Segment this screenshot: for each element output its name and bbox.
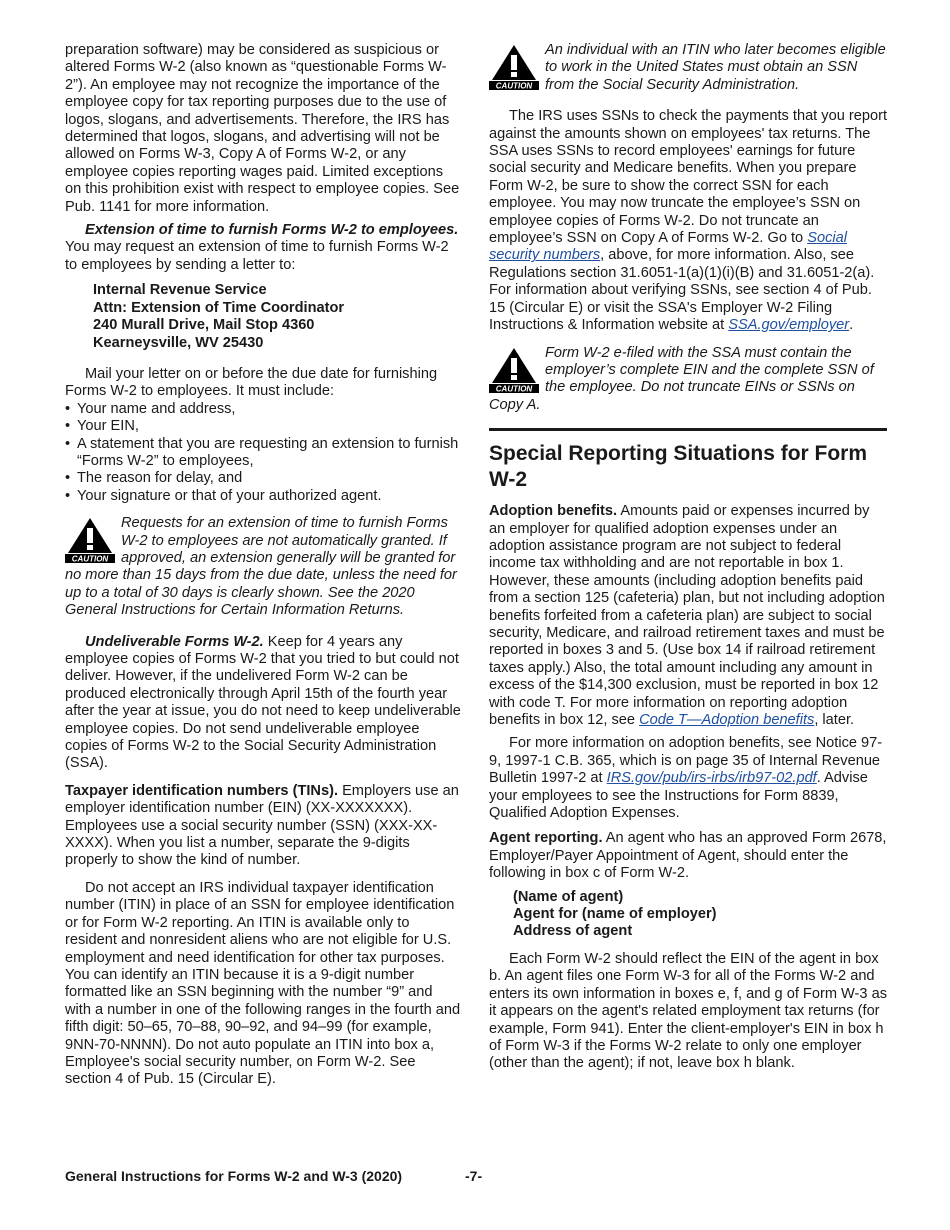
page-number: -7- [465,1168,483,1184]
link-ssa-employer[interactable]: SSA.gov/employer [728,317,850,334]
link-irb97-02[interactable]: IRS.gov/pub/irs-irbs/irb97-02.pdf [606,770,817,787]
right-column [489,42,887,1079]
section-heading: Special Reporting Situations for Form W-2 [489,442,868,492]
caution-label: CAUTION [495,384,533,393]
caution-extension: CAUTION Requests for an extension of time to furnish Forms W-2 to employees are not automatically granted. If approved, an extension generally will be granted for no more than 15 days from the due date, unless the need for up to a total of 30 days is clearly shown. See the 2020 General Instructions for Certain Information Returns. [65,515,457,619]
paragraph-undeliverable: Undeliverable Forms W-2. Keep for 4 years any employee copies of Forms W-2 that you tried to but could not deliver. However, if the undelivered Form W-2 can be produced electronically through April 15th of the fourth year after the year at issue, you do not need to keep undeliverable employee copies. Do not send undeliverable employee copies of Forms W-2 to the Social Security Administration (SSA). [65,633,461,772]
section-divider [489,428,887,431]
address-line: 240 Murall Drive, Mail Stop 4360 [93,317,315,334]
agent-line: (Name of agent) [513,888,624,905]
list-item: • Your name and address, [65,401,461,418]
adoption-lead: Adoption benefits. [489,503,618,520]
paragraph-agent-reporting: Agent reporting. An agent who has an approved Form 2678, Employer/Payer Appointment of Agent, should enter the following in box c of Form W-2. [489,830,887,882]
tins-lead: Taxpayer identification numbers (TINs). [65,782,339,799]
caution-label: CAUTION [71,554,109,564]
paragraph-adoption-benefits: Adoption benefits. Amounts paid or expenses incurred by an employer for qualified adoption expenses under an adoption assistance program are not subject to federal income tax withholding and are not reportable in box 1. However, these amounts (including adoption benefits paid from a section 125 (cafeteria) plan, but not including adoption benefits forfeited from a cafeteria plan) are subject to social security, Medicare, and railroad retirement taxes and must be reported in boxes 3 and 5. (Use box 14 if railroad retirement taxes apply.) Also, the total amount including any amount in excess of the $14,300 exclusion, must be reported in box 12 with code T. For more information on reporting adoption benefits in box 12, see Code T—Adoption benefits, later. [489,503,885,728]
agent-lead: Agent reporting. [489,830,603,847]
address-line: Internal Revenue Service [93,282,267,299]
undeliverable-lead: Undeliverable Forms W-2. [85,633,264,650]
link-code-t[interactable]: Code T—Adoption benefits [639,712,815,728]
list-item: • Your signature or that of your authorized agent. [65,488,461,505]
address-line: Kearneysville, WV 25430 [93,334,264,351]
required-items-list [65,401,461,505]
paragraph-notice: For more information on adoption benefits, see Notice 97-9, 1997-1 C.B. 365, which is on page 35 of Internal Revenue Bulletin 1997-2 at IRS.gov/pub/irs-irbs/irb97-02.pdf. Advise your employees to see the Instructions for Form 8839, Qualified Adoption Expenses. [489,735,883,822]
paragraph-itin: Do not accept an IRS individual taxpayer identification number (ITIN) in place of an SSN for employee identification or for Form W-2 reporting. An ITIN is available only to resident and nonresident aliens who are not eligible for U.S. employment and need identification for other tax purposes. You can identify an ITIN because it is a 9-digit number formatted like an SSN beginning with the number “9” and with a number in one of the following ranges in the fourth and fifth digit: 50–65, 70–88, 90–92, and 94–99 (for example, 9NN-70-NNNN). Do not auto populate an ITIN into box a, Employee's social security number, on Form W-2. See section 4 of Pub. 15 (Circular E). [65,879,461,1088]
paragraph-extension: Extension of time to furnish Forms W-2 to employees. You may request an extension of time to furnish Forms W-2 to employees by sending a letter to: [65,222,459,273]
caution-itin: CAUTION An individual with an ITIN who later becomes eligible to work in the United States must obtain an SSN from the Social Security Administration. [489,42,887,94]
page-footer [65,1168,885,1185]
caution-efile: CAUTION Form W-2 e-filed with the SSA must contain the employer’s complete EIN and the complete SSN of the employee. Do not truncate EINs or SSNs on Copy A. [489,344,874,413]
list-item: • The reason for delay, and [65,470,461,487]
agent-address-block [513,889,887,941]
list-item: • A statement that you are requesting an extension to furnish “Forms W-2” to employees, [65,436,461,471]
address-line: Attn: Extension of Time Coordinator [93,299,345,316]
paragraph-each-form: Each Form W-2 should reflect the EIN of the agent in box b. An agent files one Form W-3 for all of the Forms W-2 and enters its own information in boxes e, f, and g of Form W-3 as it appears on the agent's related employment tax returns (for example, Form 941). Enter the client-employer's EIN in box h of Form W-3 if the Forms W-2 relate to only one employer (other than the agent); if not, leave box h blank. [489,950,887,1072]
paragraph-mail-letter: Mail your letter on or before the due date for furnishing Forms W-2 to employees. It must include: [65,365,438,400]
paragraph-tins: Taxpayer identification numbers (TINs). Employers use an employer identification number (EIN) (XX-XXXXXXX). Employees use a social security number (SSN) (XXX-XX-XXXX). When you list a number, separate the 9-digits properly to show the kind of number. [65,782,459,869]
caution-label: CAUTION [495,81,533,90]
agent-line: Agent for (name of employer) [513,906,717,923]
footer-title: General Instructions for Forms W-2 and W-3 (2020) [65,1168,403,1184]
agent-line: Address of agent [513,923,633,940]
caution-icon [489,44,539,90]
paragraph-questionable-forms: preparation software) may be considered as suspicious or altered Forms W-2 (also known as “questionable Forms W-2”). An employee may not recognize the importance of the employee copy for tax reporting purposes due to the use of logos, slogans, and advertisements. Therefore, the IRS has determined that logos, slogans, and advertising will not be allowed on Forms W-3, Copy A of Forms W-2, or any employee copies reporting wages paid. Limited exceptions on this prohibition exist with respect to employee copies. See Pub. 1141 for more information. [65,42,460,215]
irs-address-block [93,282,461,352]
paragraph-irs-uses-ssns: The IRS uses SSNs to check the payments that you report against the amounts shown on employees' tax returns. The SSA uses SSNs to record employees' earnings for future social security and Medicare benefits. When you prepare Form W-2, be sure to show the correct SSN for each employee. You may now truncate the employee’s SSN on employee copies of Forms W-2. Do not truncate an employee’s SSN on Copy A of Forms W-2. Go to Social security numbers, above, for more information. Also, see Regulations section 31.6051-1(a)(1)(i)(B) and 31.6051-2(a). For information about verifying SSNs, see section 4 of Pub. 15 (Circular E) or visit the SSA's Employer W-2 Filing Instructions & Information website at SSA.gov/employer. [489,108,887,334]
extension-lead: Extension of time to furnish Forms W-2 to employees. [85,222,459,239]
caution-icon [489,347,539,393]
caution-icon [65,517,115,563]
left-column [65,42,461,1095]
link-social-security-numbers[interactable]: Social security numbers [489,230,847,264]
list-item: • Your EIN, [65,418,461,435]
